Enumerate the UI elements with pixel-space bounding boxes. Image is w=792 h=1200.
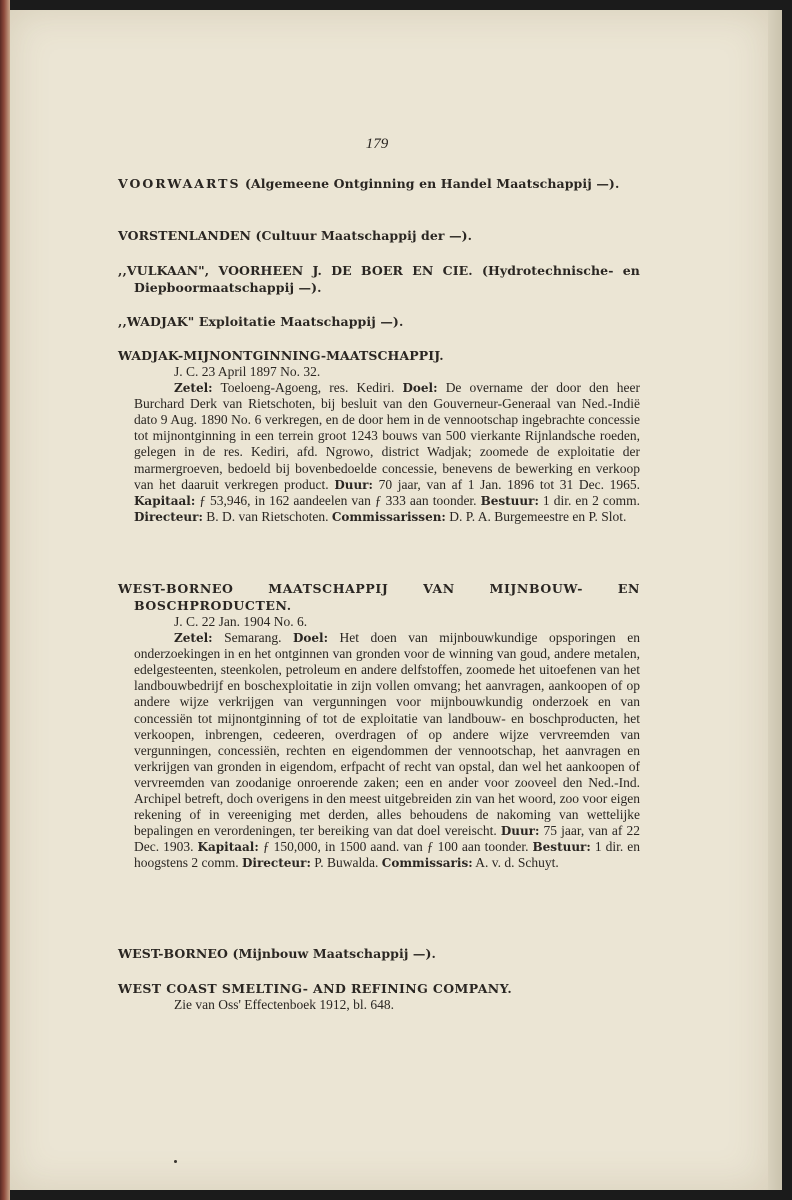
entry-heading: VORSTENLANDEN (Cultuur Maatschappij der —). <box>118 228 473 243</box>
entry-west-borneo-maatschappij <box>118 580 640 872</box>
entry-vorstenlanden <box>118 227 640 244</box>
directeur-value: P. Buwalda. <box>314 855 379 871</box>
commissaris-value: A. v. d. Schuyt. <box>475 855 559 871</box>
entry-voorwaarts <box>118 175 640 192</box>
entry-body <box>118 614 640 872</box>
entry-heading <box>118 175 640 192</box>
book-binding-edge <box>0 0 10 1200</box>
entry-west-coast-smelting <box>118 980 640 1013</box>
directeur-value: B. D. van Rietschoten. <box>206 508 329 524</box>
zetel-label: Zetel <box>174 631 209 646</box>
entry-heading: ,,WADJAK" Exploitatie Maatschappij —). <box>118 314 404 329</box>
entry-details: Zetel: Semarang. Doel: Het doen van mijnbouwkundige opsporingen en onderzoekingen in en het ontginnen van gronden voor de winning van goud, andere metalen, edelgesteenten, steenkolen, petroleum en andere delfstoffen, zoomede het uitoefenen van het landbouwbedrijf en boschexploitatie in zijn vollen omvang; het aanvragen, aankoopen of op andere wijze verkrijgen van vergunningen voor mijnbouwkundig onderzoek en van concessiën tot mijnontginning of tot de exploitatie van landbouw- en boschproducten, het verkoopen, inbrengen, cedeeren, overdragen of op andere wijze vervreemden van vergunningen, concessiën, rechten en eigendommen der vennootschap, het aanvragen en verkrijgen van gronden in eigendom, erfpacht of recht van opstal, dan wel het aankoopen of vervreemden van zoodanige onroerende zaken; een en ander voor zooveel den Ned.-Ind. Archipel betreft, doch overigens in den meest uitgebreiden zin van het woord, zoo voor eigen rekening of in vereeniging met derden, alles behoudens de nakoming van wettelijke bepalingen en verordeningen, ter bereiking van dat doel vereischt. Duur: 75 jaar, van af 22 Dec. 1903. Kapitaal: ƒ 150,000, in 1500 aand. van ƒ 100 aan toonder. Bestuur: 1 dir. en hoogstens 2 comm. Directeur: P. Buwalda. Commissaris: A. v. d. Schuyt. <box>134 630 641 871</box>
page-number: 179 <box>365 136 389 152</box>
entry-heading: WEST COAST SMELTING- AND REFINING COMPANY. <box>118 981 513 996</box>
entry-heading-rest: (Algemeene Ontginning en Handel Maatschappij —). <box>244 176 620 191</box>
commissaris-label: Commissaris <box>381 856 469 871</box>
entry-body <box>118 997 640 1013</box>
reference-note: Zie van Oss' Effectenboek 1912, bl. 648. <box>174 997 395 1012</box>
duur-label: Duur <box>334 477 369 492</box>
entry-name: VOORWAARTS <box>118 176 241 191</box>
entry-wadjak-exploitatie <box>118 313 640 330</box>
doel-label: Doel <box>292 631 324 646</box>
zetel-value: Toeloeng-Agoeng, res. Kediri. <box>220 380 395 396</box>
directeur-label: Directeur <box>134 509 199 524</box>
kapitaal-label: Kapitaal <box>134 493 191 508</box>
entry-details: Zetel: Toeloeng-Agoeng, res. Kediri. Doel: De overname der door den heer Burchard Derk van Rietschoten, bij besluit van den Gouverneur-Generaal van Ned.-Indië dato 9 Aug. 1890 No. 6 verkregen, en de door hem in de vennootschap ingebrachte concessie tot mijnontginning in een terrein groot 1243 bouws van 500 vierkante Rijnlandsche roeden, gelegen in de res. Kediri, afd. Ngrowo, district Wadjak; zoomede de exploitatie der marmergroeven, bedoeld bij bovenbedoelde concessie, benevens de bewerking en verkoop van het daaruit verkregen product. Duur: 70 jaar, van af 1 Jan. 1896 tot 31 Dec. 1965. Kapitaal: ƒ 53,946, in 162 aandeelen van ƒ 333 aan toonder. Bestuur: 1 dir. en 2 comm. Directeur: B. D. van Rietschoten. Commissarissen: D. P. A. Burgemeestre en P. Slot. <box>134 380 641 524</box>
page-speck <box>174 1160 177 1163</box>
kapitaal-label: Kapitaal <box>197 840 255 855</box>
entry-west-borneo-mijnbouw <box>118 945 640 962</box>
jc-line: J. C. 22 Jan. 1904 No. 6. <box>174 614 308 629</box>
doel-value: De overname der door den heer Burchard Derk van Rietschoten, bij besluit van den Gouverneur-Generaal van Ned.-Indië dato 9 Aug. 1890 No. 6 verkregen, en de door hem in de vennootschap ingebrachte concessie tot mijnontginning in een terrein groot 1243 bouws van 500 vierkante Rijnlandsche roeden, gelegen in de res. Kediri, afd. Ngrowo, district Wadjak; zoomede de exploitatie der marmergroeven, bedoeld bij bovenbedoelde concessie, benevens de bewerking en verkoop van het daaruit verkregen product. <box>134 380 641 492</box>
commissarissen-label: Commissarissen <box>331 509 442 524</box>
kapitaal-value: ƒ 150,000, in 1500 aand. van ƒ 100 aan toonder. <box>262 839 529 855</box>
entry-wadjak-mijnontginning <box>118 347 640 525</box>
doel-value: Het doen van mijnbouwkundige opsporingen en onderzoekingen in en het ontginnen van gronden voor de winning van goud, andere metalen, edelgesteenten, steenkolen, petroleum en andere delfstoffen, zoomede het uitoefenen van het landbouwbedrijf en boschexploitatie in zijn vollen omvang; het aanvragen, aankoopen of op andere wijze verkrijgen van vergunningen voor mijnbouwkundig onderzoek en van concessiën tot mijnontginning of tot de exploitatie van landbouw- en boschproducten, het verkoopen, inbrengen, cedeeren, overdragen of op andere wijze vervreemden van vergunningen, concessiën, rechten en eigendommen der vennootschap, het aanvragen en verkrijgen van gronden in eigendom, erfpacht of recht van opstal, dan wel het aankoopen of vervreemden van zoodanige onroerende zaken; een en ander voor zooveel den Ned.-Ind. Archipel betreft, doch overigens in den meest uitgebreiden zin van het woord, zoo voor eigen rekening of in vereeniging met derden, alles behoudens de nakoming van wettelijke bepalingen en verordeningen, ter bereiking van dat doel vereischt. <box>134 630 641 839</box>
duur-value: 70 jaar, van af 1 Jan. 1896 tot 31 Dec. 1965. <box>378 476 641 492</box>
bestuur-value: 1 dir. en hoogstens 2 comm. <box>134 839 641 871</box>
jc-line: J. C. 23 April 1897 No. 32. <box>174 364 321 379</box>
zetel-value: Semarang. <box>224 630 282 646</box>
entry-heading: WEST-BORNEO MAATSCHAPPIJ VAN MIJNBOUW- EN BOSCHPRODUCTEN. <box>118 581 640 613</box>
bestuur-label: Bestuur <box>480 493 535 508</box>
kapitaal-value: ƒ 53,946, in 162 aandeelen van ƒ 333 aan toonder. <box>199 492 477 508</box>
doel-label: Doel <box>402 381 434 396</box>
commissarissen-value: D. P. A. Burgemeestre en P. Slot. <box>449 508 627 524</box>
entry-heading: WEST-BORNEO (Mijnbouw Maatschappij —). <box>118 946 436 961</box>
directeur-label: Directeur <box>242 856 307 871</box>
duur-label: Duur <box>500 824 535 839</box>
entry-heading: ,,VULKAAN", VOORHEEN J. DE BOER EN CIE. (Hydrotechnische- en Diepboormaatschappij —). <box>118 263 640 295</box>
bestuur-label: Bestuur <box>532 840 587 855</box>
bestuur-value: 1 dir. en 2 comm. <box>542 492 641 508</box>
zetel-label: Zetel <box>174 381 209 396</box>
page-stack-edge <box>768 10 782 1190</box>
entry-vulkaan <box>118 262 640 296</box>
entry-heading: WADJAK-MIJNONTGINNING-MAATSCHAPPIJ. <box>118 348 444 363</box>
duur-value: 75 jaar, van af 22 Dec. 1903. <box>134 823 641 855</box>
entry-body <box>118 364 640 525</box>
